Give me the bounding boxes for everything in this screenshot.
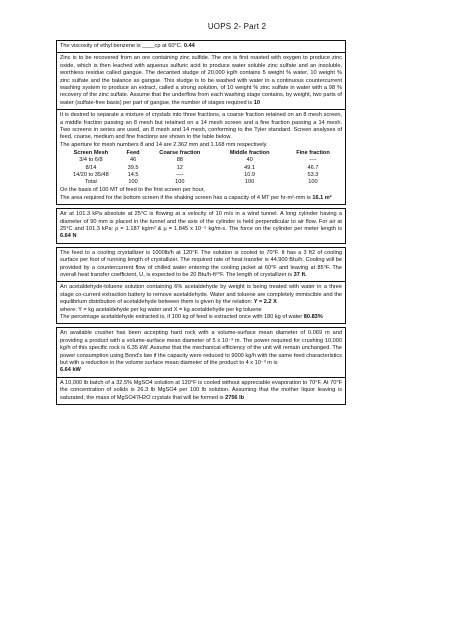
answer: 0.44 [183, 43, 195, 49]
table-cell: 10.9 [244, 171, 256, 178]
table-cell: 88 [176, 157, 183, 164]
screen-analysis-table [60, 150, 342, 186]
question-text: The area required for the bottom screen if the shaking screen has a capacity of 4 MT per hr-m²-mm is [60, 194, 313, 201]
question-text: A 10,000 lb batch of a 32.5% MgSO4 solution at 120°F is cooled without appreciable evaporation to 70°F. At 70°F the concentration of solids is 26.3 lb MgSO4 per 100 lb solution. Assuming that the mother liquor leaving is saturated, the mass of MgSO47H2O crystals that will be formed is [60, 379, 342, 401]
question-text: An available crusher has been accepting hard rock with a volume-surface mean diameter of 0.069 m and providing a product with a volume-surface mean diameter of 5 x 10⁻³ m. The power required for crushing 10,000 kg/h of this specific rock is 6.35 kW. Assume that the mechanical efficiency of the unit will remain unchanged. The power consumption using Bond's law if the capacity were reduced to 9000 kg/h with the same feed characteristics but with a reduction in the volume surface mean diameter of the product to 4 x 10⁻³ m is [60, 330, 342, 367]
question-text: The feed to a cooling crystallizer is 1000lb/h at 120°F. The solution is cooled to 70°F. It has a 3 ft2 of cooling surface per foot of running length of crystallizer. The required rate of heat transfer is 44,900 Btu/h. Cooling will be provided by a countercurrent flow of chilled water entering the cooling jacket at 60°F and leaving at 85°F. The overall heat transfer coefficient, U, is expected to be 20 Btu/h-ft²°F. The length of crystallizer is [60, 249, 342, 278]
question-screening [56, 110, 346, 205]
table-cell: 100 [308, 179, 318, 186]
question-viscosity [56, 41, 346, 53]
table-row [60, 179, 342, 186]
question-crystallizer [56, 247, 346, 283]
table-header: Feed [126, 150, 140, 157]
table-cell: 46.7 [307, 164, 319, 171]
table-cell: ---- [309, 157, 317, 164]
question-sheet [56, 40, 346, 405]
table-cell: ---- [176, 171, 184, 178]
table-cell: 100 [244, 179, 255, 186]
question-crusher [56, 327, 346, 377]
answer: 2756 lb [225, 394, 245, 401]
relation: Y = 2.2 X [253, 299, 277, 306]
where-note: where: Y = kg acetaldehyde per kg water and X = kg acetaldehyde per kg toluene [60, 306, 262, 313]
answer: 80.83% [303, 313, 323, 320]
table-cell: 8/14 [85, 164, 97, 171]
question-text: The percentage acetaldehyde extracted is, if 100 kg of feed is extracted once with 180 kg of water [60, 313, 304, 320]
table-header: Coarse fraction [159, 150, 201, 157]
table-header: Middle fraction [229, 150, 270, 157]
table-cell: 14/20 to 35/48 [73, 171, 109, 178]
table-row [60, 172, 342, 179]
table-cell: 100 [128, 179, 138, 186]
table-row [60, 165, 342, 172]
table-cell: 39.5 [127, 164, 139, 171]
aperture-note: The aperture for mesh numbers 8 and 14 are 2.362 mm and 1.168 mm respectively. [60, 141, 268, 148]
answer: 10 [253, 99, 260, 106]
question-mgso4 [56, 378, 346, 405]
table-cell: 12 [176, 164, 183, 171]
table-cell: 49.1 [244, 164, 256, 171]
table-row [60, 157, 342, 164]
table-header: Fine fraction [296, 150, 330, 157]
table-cell: 40 [246, 157, 253, 164]
question-text: An acetaldehyde-toluene solution containing 6% acetaldehyde by weight is being treated with water in a three stage co-current extraction battery to remove acetaldehyde. Water and toluene are completely immiscible and the equilibrium distribution of acetaldehyde between them is given by the relation: [60, 284, 342, 306]
question-text: Zinc is to be recovered from an ore containing zinc sulfide. The ore is first roasted with oxygen to produce zinc oxide, which is then leached with aqueous sulfuric acid to produce water soluble zinc sulfate and an insoluble, worthless residue called gangue. The decanted sludge of 20,000 kg/h contains 5 weight % water, 10 weight % zinc sulfate and the balance as gangue. This sludge is to be washed with water in a continuous countercurrent washing system to produce an extract, called a strong solution, of 10 weight % zinc sulfate in water with a 98 % recovery of the zinc sulfate. Assume that the underflow from each washing stage contains, by weight, two parts of water (sulfate-free basis) per part of gangue, the number of stages required is [60, 55, 342, 106]
question-extraction [56, 282, 346, 324]
table-cell: 53.3 [307, 171, 319, 178]
question-text: It is desired to separate a mixture of crystals into three fractions, a coarse fraction retained on an 8 mesh screen, a middle fraction passing an 8 mesh but retained on a 14 mesh screen and a fine fraction passing a 14 mesh. Two screens in series are used, an 8 mesh and 14 mesh, conforming to the Tyler standard. Screen analyses of feed, coarse, medium and fine fractions are shown in the table below. [60, 112, 342, 141]
answer: 16.1 m² [312, 194, 332, 201]
table-cell: Total [84, 179, 97, 186]
basis-note: On the basis of 100 MT of feed to the first screen per hour, [60, 187, 205, 194]
question-zinc-washing [56, 53, 346, 110]
question-text: The viscosity of ethyl benzene is ____cp at 60°C. [60, 43, 184, 49]
table-cell: 3/4 to 6/8 [79, 157, 103, 164]
table-cell: 100 [175, 179, 185, 186]
answer: 6.64 kW [60, 367, 81, 374]
table-header-row [60, 150, 342, 157]
table-cell: 46 [129, 157, 137, 164]
table-header: Screen Mesh [73, 150, 109, 157]
answer: 37 ft. [293, 271, 307, 278]
table-cell: 14.5 [127, 171, 139, 178]
page-title: UOPS 2- Part 2 [207, 22, 267, 31]
question-wind-tunnel [56, 208, 346, 244]
question-text: Air at 101.3 kPa absolute at 25°C is flowing at a velocity of 10 m/s in a wind tunnel. A long cylinder having a diameter of 90 mm is placed in the tunnel and the axis of the cylinder is held perpendicular to air flow. For air at 25°C and 101.3 kPa: ρ = 1.187 kg/m³ & μ = 1.845 x 10⁻⁵ kg/m-s. The force on the cylinder per meter length is [60, 211, 342, 232]
answer: 6.64 N [60, 233, 77, 240]
